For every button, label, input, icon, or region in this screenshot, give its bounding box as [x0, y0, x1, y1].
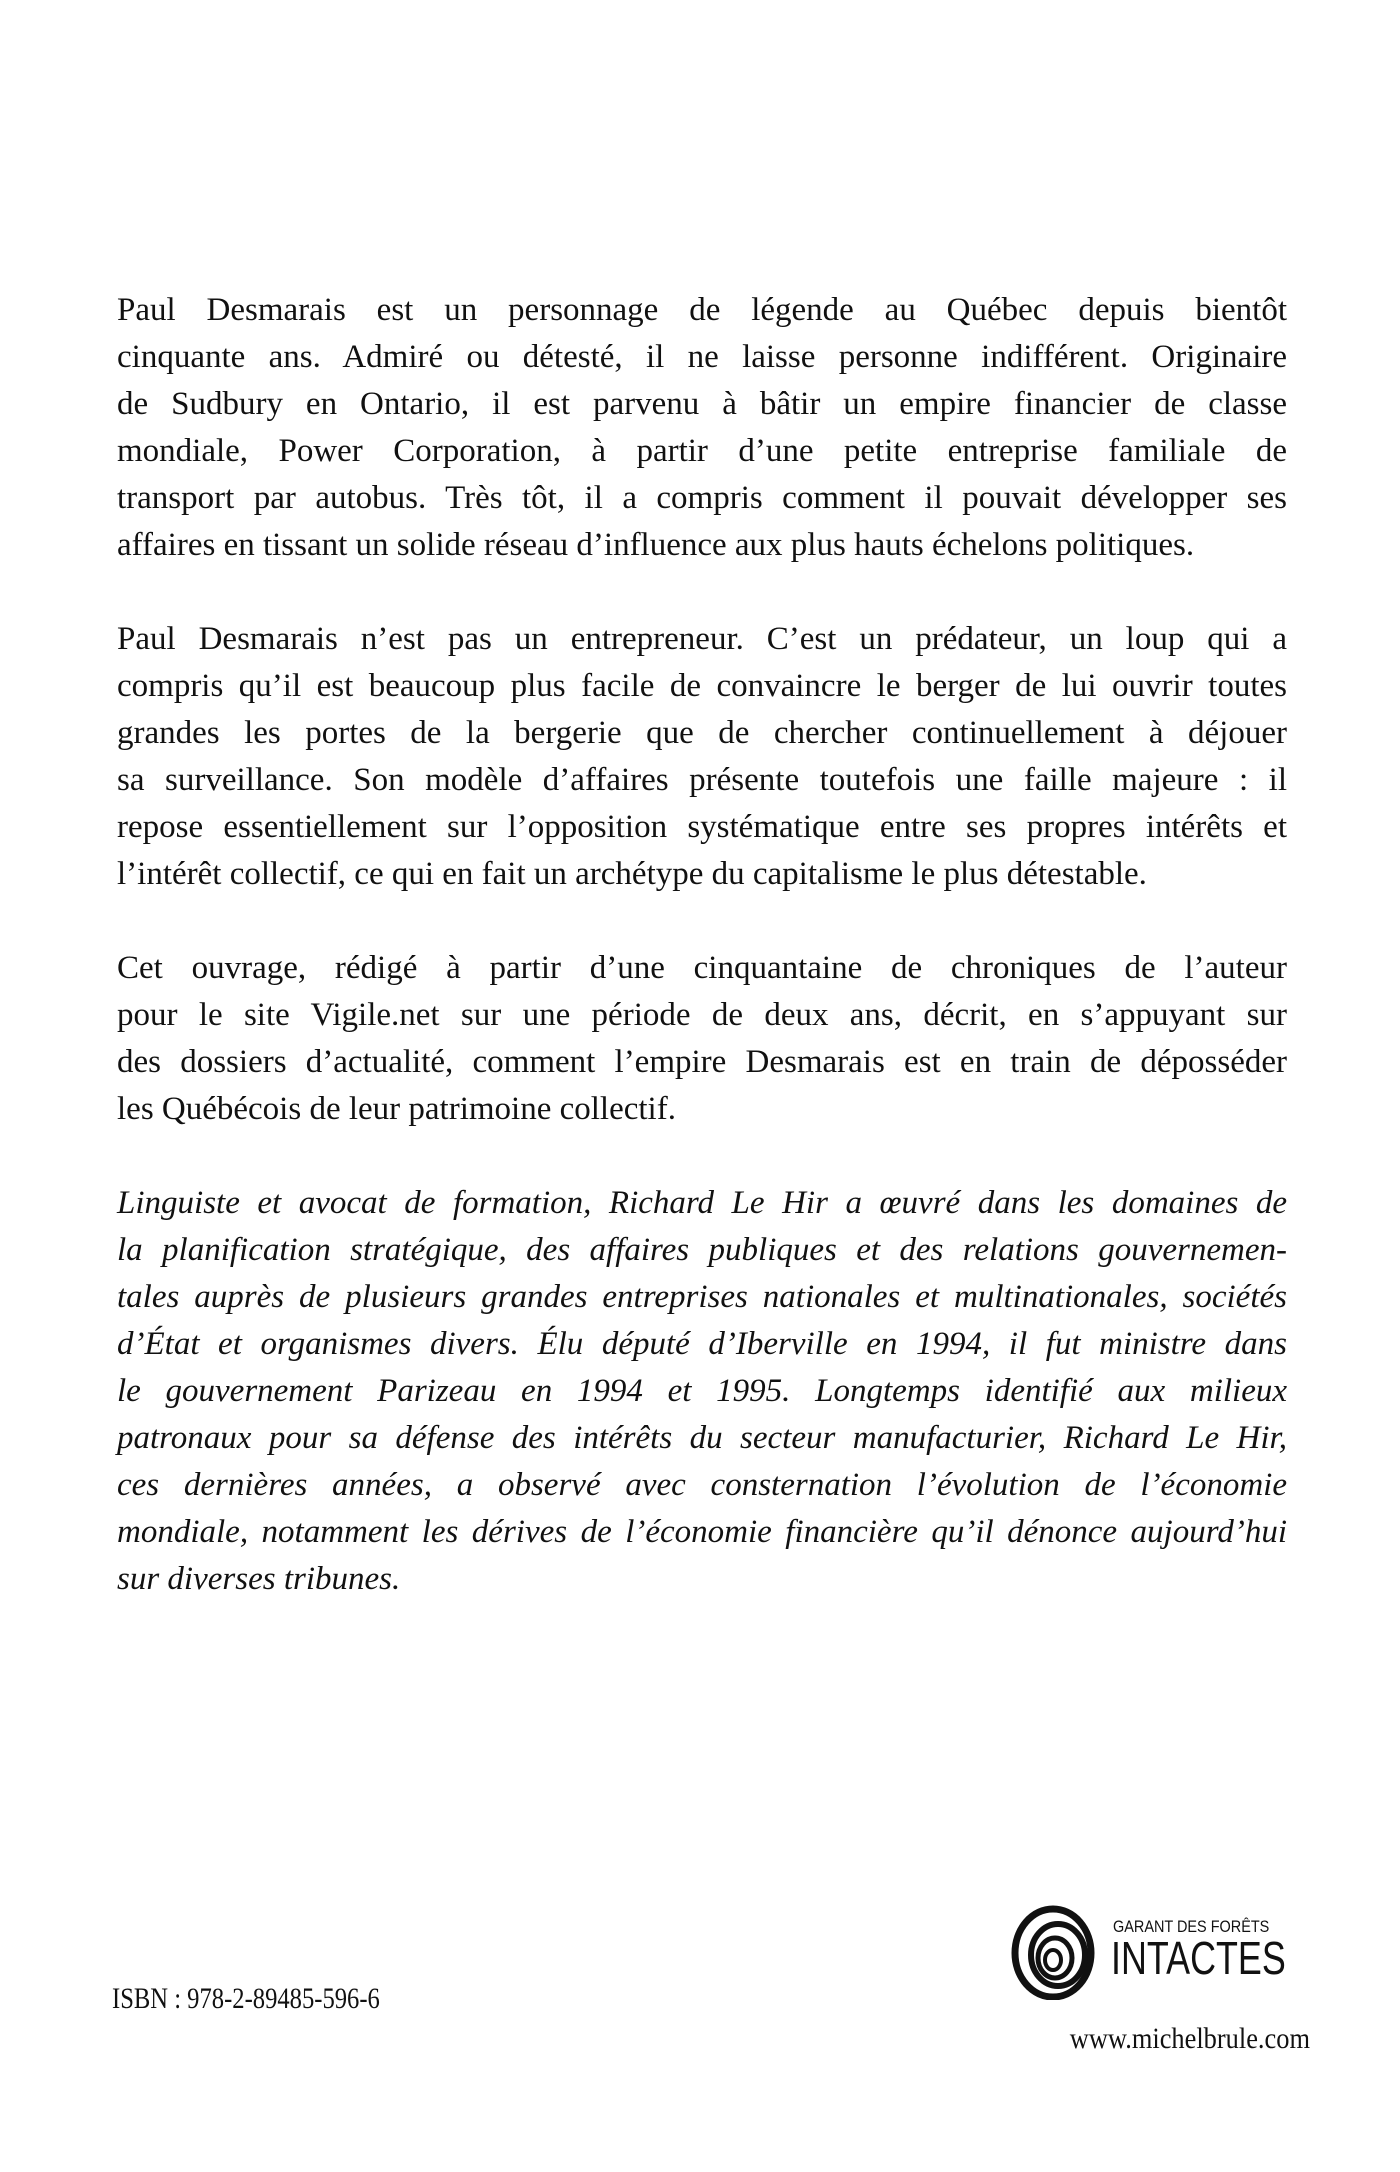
paragraph [117, 616, 1287, 898]
text-line: mondiale, Power Corporation, à partir d’une petite entreprise familiale de [117, 433, 1287, 469]
text-line: le gouvernement Parizeau en 1994 et 1995. Longtemps identifié aux milieux [117, 1373, 1287, 1409]
publisher-website: www.michelbrule.com [1069, 2022, 1310, 2055]
text-line: Cet ouvrage, rédigé à partir d’une cinquantaine de chroniques de l’auteur [117, 950, 1287, 986]
paragraph [117, 945, 1287, 1133]
text-line: pour le site Vigile.net sur une période de deux ans, décrit, en s’appuyant sur [117, 997, 1287, 1033]
isbn: ISBN : 978-2-89485-596-6 [112, 1982, 380, 2015]
text-line: mondiale, notamment les dérives de l’économie financière qu’il dénonce aujourd’hui [117, 1514, 1287, 1550]
text-line: ces dernières années, a observé avec consternation l’évolution de l’économie [117, 1467, 1287, 1503]
text-line: Paul Desmarais n’est pas un entrepreneur. C’est un prédateur, un loup qui a [117, 621, 1287, 657]
paragraph [117, 287, 1287, 569]
text-line: Paul Desmarais est un personnage de légende au Québec depuis bientôt [117, 292, 1287, 328]
text-line: tales auprès de plusieurs grandes entreprises nationales et multinationales, sociétés [117, 1279, 1287, 1315]
spiral-icon [1008, 1905, 1103, 2000]
text-line: des dossiers d’actualité, comment l’empire Desmarais est en train de déposséder [117, 1044, 1287, 1080]
text-line: les Québécois de leur patrimoine collectif. [117, 1091, 676, 1127]
logo-line2: INTACTES [1111, 1932, 1286, 1984]
text-line: sa surveillance. Son modèle d’affaires présente toutefois une faille majeure : il [117, 762, 1287, 798]
text-line: compris qu’il est beaucoup plus facile de convaincre le berger de lui ouvrir toutes [117, 668, 1287, 704]
author-bio-paragraph [117, 1180, 1287, 1603]
text-line: de Sudbury en Ontario, il est parvenu à bâtir un empire financier de classe [117, 386, 1287, 422]
text-line: grandes les portes de la bergerie que de chercher continuellement à déjouer [117, 715, 1287, 751]
text-line: la planification stratégique, des affaires publiques et des relations gouvernemen- [117, 1232, 1287, 1268]
logo-line1: GARANT DES FORÊTS [1113, 1917, 1270, 1936]
text-line: repose essentiellement sur l’opposition systématique entre ses propres intérêts et [117, 809, 1287, 845]
text-line: patronaux pour sa défense des intérêts du secteur manufacturier, Richard Le Hir, [117, 1420, 1287, 1456]
text-line: transport par autobus. Très tôt, il a compris comment il pouvait développer ses [117, 480, 1287, 516]
back-cover-text [117, 287, 1287, 1650]
text-line: affaires en tissant un solide réseau d’influence aux plus hauts échelons politiques. [117, 527, 1195, 563]
text-line: cinquante ans. Admiré ou détesté, il ne laisse personne indifférent. Originaire [117, 339, 1287, 375]
text-line: Linguiste et avocat de formation, Richard Le Hir a œuvré dans les domaines de [117, 1185, 1287, 1221]
garant-des-forets-intactes-logo [1008, 1905, 1318, 2000]
text-line: sur diverses tribunes. [117, 1561, 401, 1597]
text-line: l’intérêt collectif, ce qui en fait un archétype du capitalisme le plus détestable. [117, 856, 1147, 892]
text-line: d’État et organismes divers. Élu député d’Iberville en 1994, il fut ministre dans [117, 1326, 1287, 1362]
